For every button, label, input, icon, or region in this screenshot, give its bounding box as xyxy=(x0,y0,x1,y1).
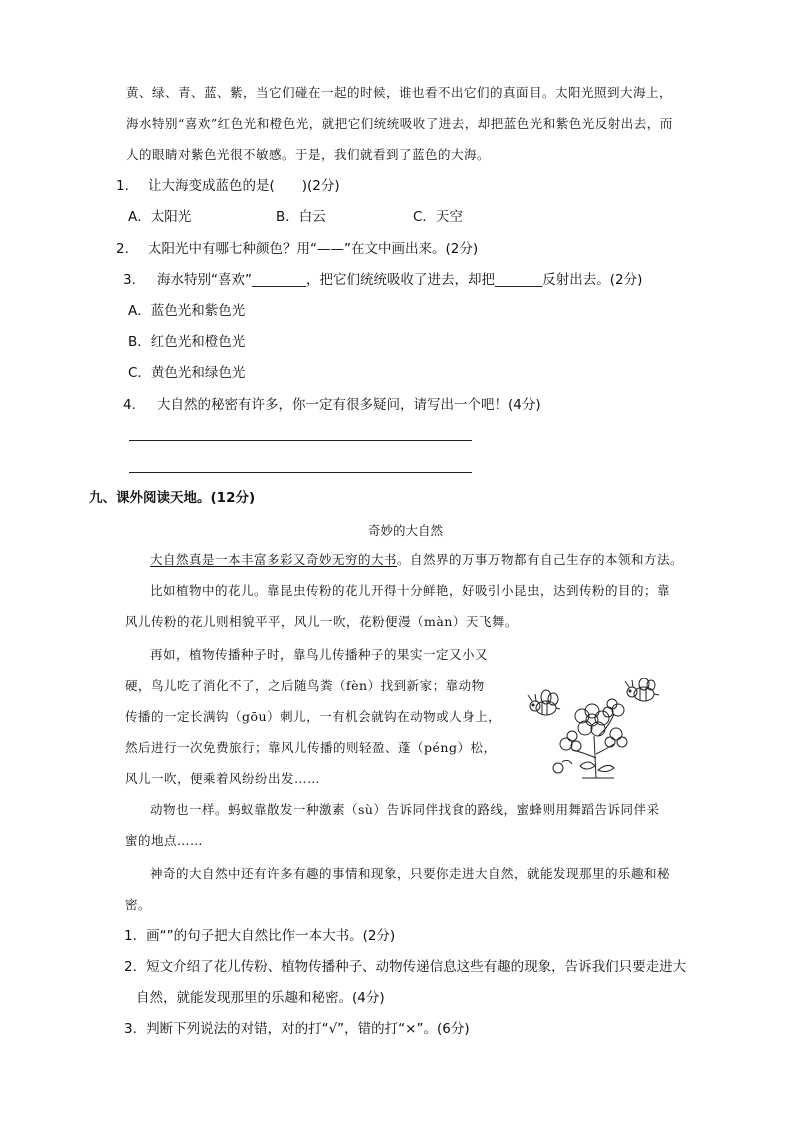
stem-icon xyxy=(553,714,614,778)
option-c: C．黄色光和绿色光 xyxy=(128,365,246,381)
passage-line: 密。 xyxy=(125,897,152,912)
passage-line xyxy=(150,551,683,569)
option-b: B．白云 xyxy=(276,209,326,225)
bee-icon xyxy=(528,690,560,715)
question-2-text: 2．短文介绍了花儿传粉、植物传播种子、动物传递信息这些有趣的现象，告诉我们只要走进大 xyxy=(124,959,687,975)
passage-text: 。自然界的万事万物都有自己生存的本领和方法。 xyxy=(397,552,684,567)
section-heading: 九、课外阅读天地。(12分) xyxy=(89,490,256,506)
question-1-text: 让大海变成蓝色的是( )(2分) xyxy=(148,178,340,194)
passage-line: 再如，植物传播种子时，靠鸟儿传播种子的果实一定又小又 xyxy=(150,647,489,662)
bees-flower-illustration xyxy=(522,678,666,784)
underlined-sentence: 大自然真是一本丰富多彩又奇妙无穷的大书 xyxy=(150,552,398,567)
question-number: 4. xyxy=(123,397,136,413)
question-1-text: 1．画“”的句子把大自然比作一本大书。(2分) xyxy=(124,928,396,944)
question-number: 1. xyxy=(116,178,129,194)
question-number: 3. xyxy=(123,272,136,288)
option-a: A．蓝色光和紫色光 xyxy=(128,303,246,319)
question-number: 2. xyxy=(116,241,129,257)
question-3-text: 3．判断下列说法的对错，对的打“√”，错的打“×”。(6分) xyxy=(124,1021,470,1037)
passage-line: 风儿传粉的花儿则相貌平平，风儿一吹，花粉便漫（màn）天飞舞。 xyxy=(125,614,518,629)
flower-icon xyxy=(560,699,627,751)
passage-line: 动物也一样。蚂蚁靠散发一种激素（sù）告诉同伴找食的路线，蜜蜂则用舞蹈告诉同伴采 xyxy=(150,802,660,817)
passage-line: 人的眼睛对紫色光很不敏感。于是，我们就看到了蓝色的大海。 xyxy=(126,147,491,162)
passage-line: 硬，鸟儿吃了消化不了，之后随鸟粪（fèn）找到新家；靠动物 xyxy=(125,678,485,693)
passage-line: 比如植物中的花儿。靠昆虫传粉的花儿开得十分鲜艳，好吸引小昆虫，达到传粉的目的；靠 xyxy=(150,583,671,598)
answer-line[interactable] xyxy=(129,472,472,473)
bee-icon xyxy=(625,678,659,701)
question-2-text-cont: 自然，就能发现那里的乐趣和秘密。(4分) xyxy=(136,990,385,1006)
passage-line: 海水特别“喜欢”红色光和橙色光，就把它们统统吸收了进去，却把蓝色光和紫色光反射出去，而 xyxy=(126,116,673,131)
question-2-text: 太阳光中有哪七种颜色？用“——”在文中画出来。(2分) xyxy=(148,241,479,257)
passage-title: 奇妙的大自然 xyxy=(368,523,444,538)
option-c: C．天空 xyxy=(413,209,463,225)
passage-line: 蜜的地点…… xyxy=(125,833,204,848)
question-4-text: 大自然的秘密有许多，你一定有很多疑问，请写出一个吧！(4分) xyxy=(157,397,541,413)
question-3-text: 海水特别“喜欢”________，把它们统统吸收了进去，却把_______反射出去。(2分) xyxy=(157,272,643,288)
passage-line: 然后进行一次免费旅行；靠风儿传播的则轻盈、蓬（péng）松， xyxy=(125,740,497,755)
option-a: A．太阳光 xyxy=(128,209,192,225)
passage-line: 传播的一定长满钩（gōu）刺儿，一有机会就钩在动物或人身上， xyxy=(125,709,502,724)
passage-line: 神奇的大自然中还有许多有趣的事情和现象，只要你走进大自然，就能发现那里的乐趣和秘 xyxy=(150,866,671,881)
passage-line: 风儿一吹，便乘着风纷纷出发…… xyxy=(125,771,321,786)
answer-line[interactable] xyxy=(129,440,472,441)
option-b: B．红色光和橙色光 xyxy=(128,334,246,350)
passage-line: 黄、绿、青、蓝、紫，当它们碰在一起的时候，谁也看不出它们的真面目。太阳光照到大海上， xyxy=(126,85,673,100)
